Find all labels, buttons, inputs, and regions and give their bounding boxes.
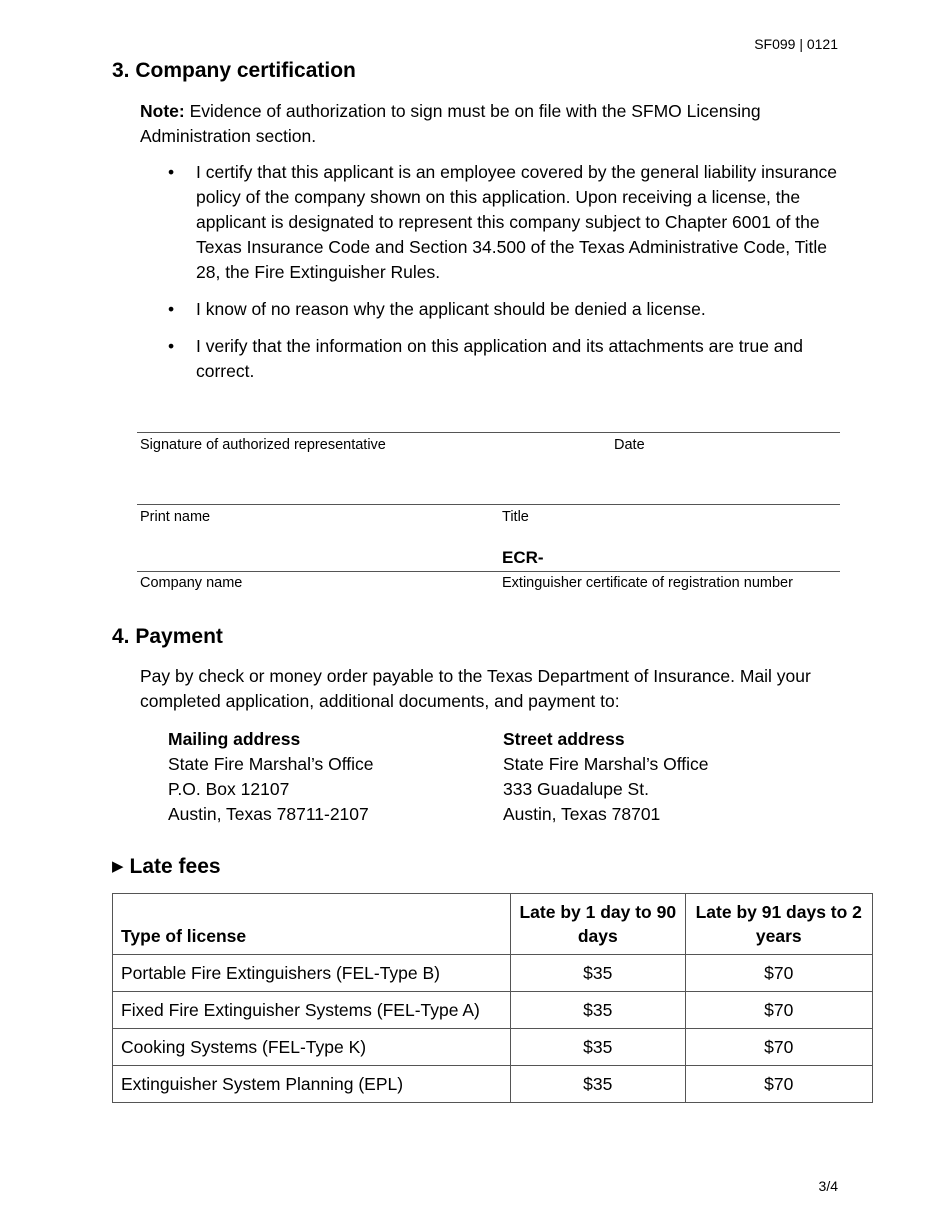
fee-2-years-cell: $70 — [685, 955, 872, 992]
note-text: Evidence of authorization to sign must be on file with the SFMO Licensing Administration section. — [140, 101, 761, 146]
street-address-line: State Fire Marshal’s Office — [503, 754, 709, 774]
print-name-label: Print name — [140, 509, 211, 525]
title-label: Title — [502, 509, 529, 525]
mailing-address-line: P.O. Box 12107 — [168, 779, 290, 799]
street-address-heading: Street address — [503, 729, 625, 749]
fee-90-days-cell: $35 — [511, 992, 686, 1029]
section-3-title: 3. Company certification — [112, 59, 356, 82]
fee-90-days-cell: $35 — [511, 1066, 686, 1103]
table-row — [113, 992, 873, 1029]
license-type-cell: Portable Fire Extinguishers (FEL-Type B) — [113, 955, 511, 992]
ecr-number-label: Extinguisher certificate of registration number — [502, 575, 793, 591]
form-code: SF099 | 0121 — [754, 36, 838, 52]
fee-2-years-cell: $70 — [685, 1029, 872, 1066]
late-fees-table — [112, 893, 873, 1103]
note-label: Note: — [140, 101, 185, 121]
table-header-row — [113, 894, 873, 955]
late-fees-heading[interactable] — [112, 855, 221, 879]
street-address-line: Austin, Texas 78701 — [503, 804, 661, 824]
mailing-address-heading: Mailing address — [168, 729, 301, 749]
fee-2-years-cell: $70 — [685, 992, 872, 1029]
mailing-address-line: State Fire Marshal’s Office — [168, 754, 374, 774]
fee-90-days-cell: $35 — [511, 955, 686, 992]
company-name-line[interactable] — [137, 571, 840, 572]
page-number: 3/4 — [818, 1178, 838, 1194]
license-type-cell: Cooking Systems (FEL-Type K) — [113, 1029, 511, 1066]
signature-label: Signature of authorized representative — [140, 437, 386, 453]
late-fees-title: Late fees — [129, 855, 221, 878]
street-address-line: 333 Guadalupe St. — [503, 779, 649, 799]
table-row — [113, 1066, 873, 1103]
section-4-title: 4. Payment — [112, 625, 223, 648]
date-label: Date — [614, 437, 645, 453]
column-header-type: Type of license — [113, 894, 511, 955]
fee-90-days-cell: $35 — [511, 1029, 686, 1066]
fee-2-years-cell: $70 — [685, 1066, 872, 1103]
table-row — [113, 1029, 873, 1066]
street-address — [503, 727, 709, 827]
disclosure-triangle-icon[interactable]: ▶ — [112, 858, 124, 875]
column-header-2-years: Late by 91 days to 2 years — [685, 894, 872, 955]
column-header-90-days: Late by 1 day to 90 days — [511, 894, 686, 955]
license-type-cell: Extinguisher System Planning (EPL) — [113, 1066, 511, 1103]
license-type-cell: Fixed Fire Extinguisher Systems (FEL-Type A) — [113, 992, 511, 1029]
signature-line[interactable] — [137, 432, 840, 433]
print-name-line[interactable] — [137, 504, 840, 505]
payment-instructions: Pay by check or money order payable to the Texas Department of Insurance. Mail your completed application, additional documents, and payment to: — [140, 666, 811, 711]
ecr-prefix: ECR- — [502, 548, 544, 567]
certification-item: • I certify that this applicant is an employee covered by the general liability insurance policy of the company shown on this application. Upon receiving a license, the applicant is designated to represent this company subject to Chapter 6001 of the Texas Insurance Code and Section 34.500 of the Texas Administrative Code, Title 28, the Fire Extinguisher Rules. — [168, 160, 840, 285]
certification-item: • I know of no reason why the applicant should be denied a license. — [168, 297, 840, 322]
table-row — [113, 955, 873, 992]
certification-list — [168, 160, 840, 396]
certification-item: • I verify that the information on this application and its attachments are true and correct. — [168, 334, 840, 384]
mailing-address — [168, 727, 374, 827]
authorization-note — [140, 99, 840, 149]
mailing-address-line: Austin, Texas 78711-2107 — [168, 804, 369, 824]
company-name-label: Company name — [140, 575, 243, 591]
